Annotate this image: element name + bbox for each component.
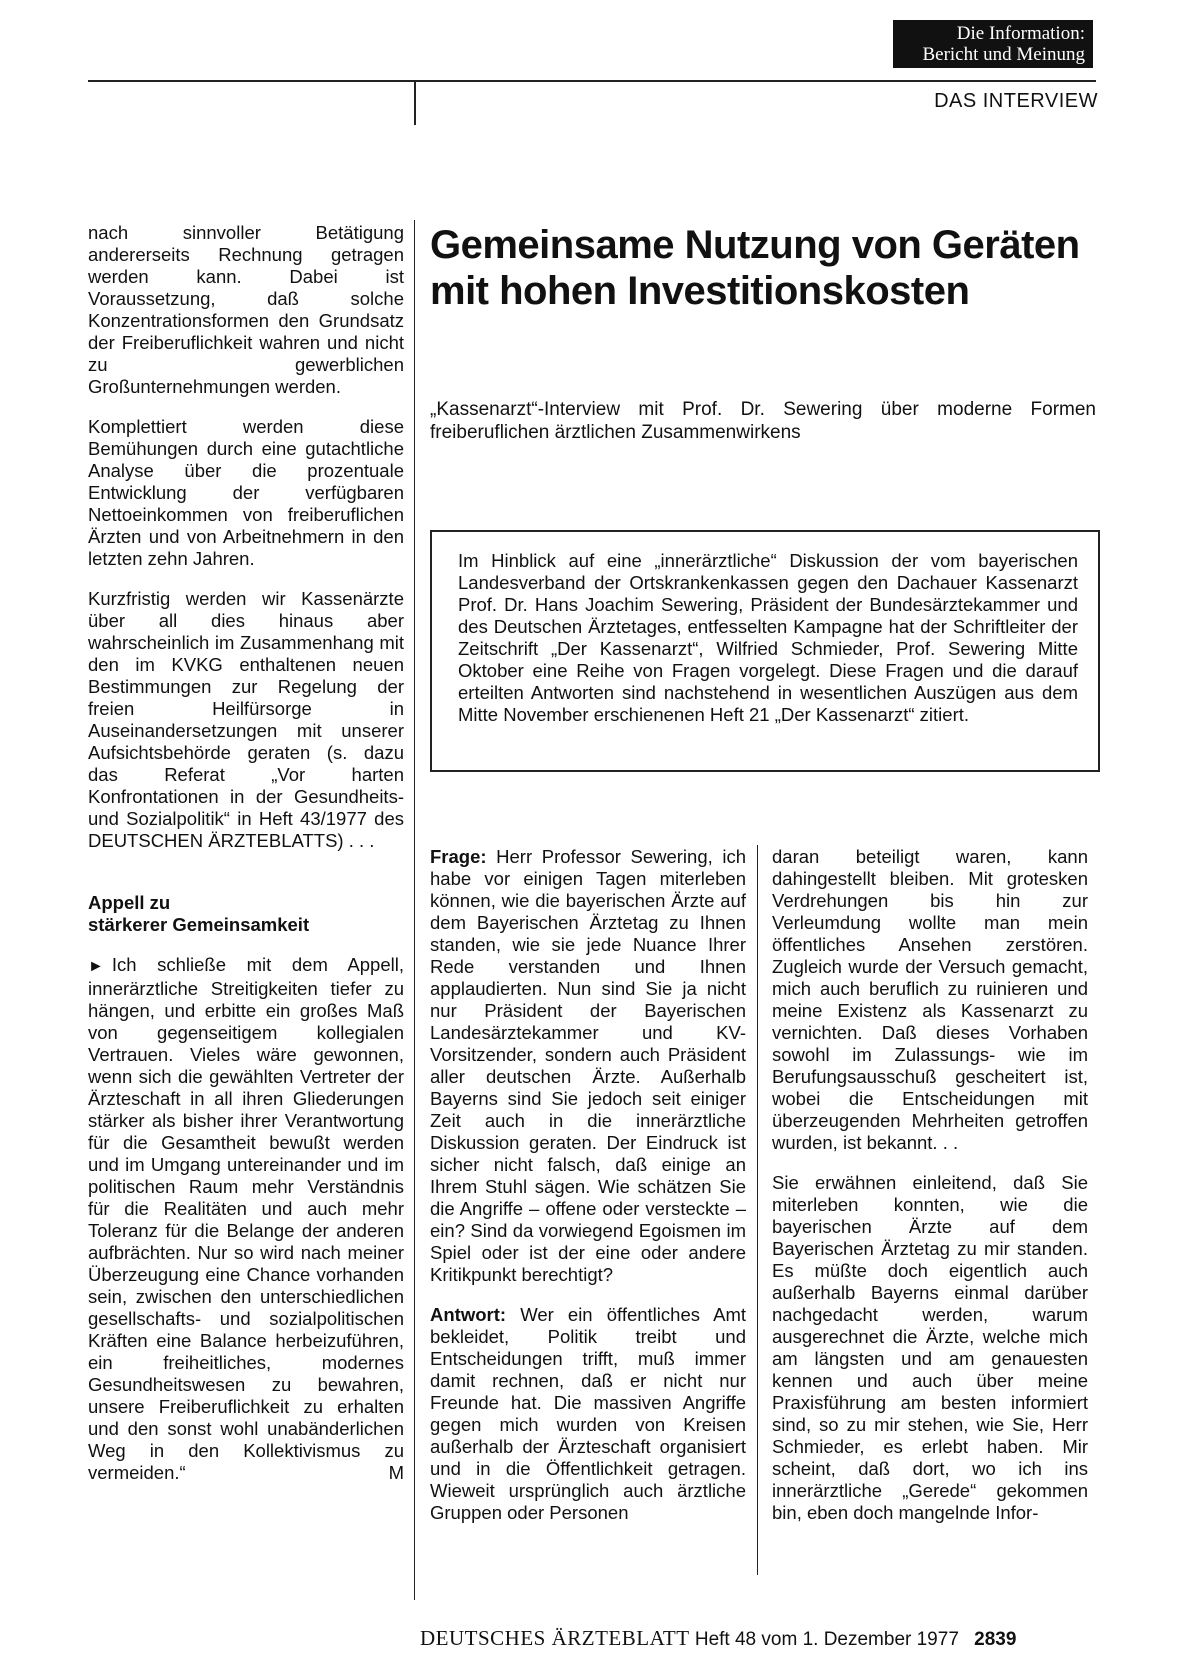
page-footer [420,1626,1100,1651]
header-rule [88,80,1096,82]
answer-label: Antwort: [430,1304,507,1325]
journal-name: DEUTSCHES ÄRZTEBLATT [420,1626,690,1650]
subheading [88,892,404,936]
column-divider-left [414,220,415,1600]
question-label: Frage: [430,846,487,867]
issue-info: Heft 48 vom 1. Dezember 1977 [694,1629,959,1650]
paragraph: Kurzfristig werden wir Kassenärzte über all dies hinaus aber wahrscheinlich im Zusammenhang mit den im KVKG enthaltenen neuen Bestimmungen zur Regelung der freien Heilfürsorge in Auseinandersetzungen mit unserer Aufsichtsbehörde geraten (s. dazu das Referat „Vor harten Konfrontationen in der Gesundheits- und Sozialpolitik“ in Heft 43/1977 des DEUTSCHEN ÄRZTEBLATTS) . . . [88,588,404,851]
subheading-line2: stärkerer Gemeinsamkeit [88,914,310,935]
intro-box [430,530,1100,772]
right-column [772,846,1088,1524]
paragraph: daran beteiligt waren, kann dahingestellt bleiben. Mit grotesken Verdrehungen bis hin zur Verleumdung wollte man mein öffentliches Ansehen zerstören. Zugleich wurde der Versuch gemacht, mich auch beruflich zu ruinieren und meine Existenz als Kassenarzt zu vernichten. Daß dieses Vorhaben sowohl im Zulassungs- wie im Berufungsausschuß gescheitert ist, wobei die Entscheidungen mit überzeugenden Mehrheiten getroffen wurden, ist bekannt. . . [772,846,1088,1153]
answer-paragraph [430,1304,746,1524]
section-label-line1: Die Information: [956,23,1085,44]
header-divider [414,80,416,125]
arrow-marker-icon: ► [88,958,104,975]
kicker: DAS INTERVIEW [934,90,1098,112]
closing-text: Ich schließe mit dem Appell, innerärztliche Streitigkeiten tiefer zu hängen, und erbitte ein großes Maß von gegenseitigem kollegialen Vertrauen. Vieles wäre gewonnen, wenn sich die gewählten Vertreter der Ärzteschaft in all ihren Gliederungen stärker als bisher ihrer Verantwortung für die Gesamtheit bewußt werden und im Umgang untereinander und im politischen Raum mehr Verständnis für die Realitäten und auch mehr Toleranz für die Belange der anderen aufbrächten. Nur so wird nach meiner Überzeugung eine Chance vorhanden sein, zwischen den unterschiedlichen gesellschafts- und sozialpolitischen Kräften eine Balance herbeizuführen, ein freiheitliches, modernes Gesundheitswesen zu bewahren, unsere Freiberuflichkeit zu erhalten und den sonst wohl unabänderlichen Weg in den Kollektivismus zu vermeiden.“ [88,954,404,1483]
paragraph: nach sinnvoller Betätigung andererseits Rechnung getragen werden kann. Dabei ist Voraussetzung, daß solche Konzentrationsformen den Grundsatz der Freiberuflichkeit wahren und nicht zu gewerblichen Großunternehmungen werden. [88,222,404,397]
closing-paragraph [88,954,404,1484]
paragraph: Komplettiert werden diese Bemühungen durch eine gutachtliche Analyse über die prozentuale Entwicklung der verfügbaren Nettoeinkommen von freiberuflichen Ärzten und von Arbeitnehmern in den letzten zehn Jahren. [88,416,404,569]
column-divider-right [757,845,758,1575]
question-paragraph [430,846,746,1286]
article-subtitle: „Kassenarzt“-Interview mit Prof. Dr. Sewering über moderne Formen freiberuflichen ärztlichen Zusammenwirkens [430,399,1096,443]
article-title: Gemeinsame Nutzung von Geräten mit hohen Investitionskosten [430,223,1080,313]
left-column [88,222,404,1484]
author-signature: M [388,1462,404,1483]
question-text: Herr Professor Sewering, ich habe vor einigen Tagen miterleben können, wie die bayerischen Ärzte auf dem Bayerischen Ärztetag zu Ihnen standen, wie sie jede Nuance Ihrer Rede verstanden und Ihnen applaudierten. Nun sind Sie ja nicht nur Präsident der Bayerischen Landesärztekammer und KV-Vorsitzender, sondern auch Präsident aller deutschen Ärzte. Außerhalb Bayerns sind Sie jedoch seit einiger Zeit auch in die innerärztliche Diskussion geraten. Der Eindruck ist sicher nicht falsch, daß einige an Ihrem Stuhl sägen. Wie schätzen Sie die Angriffe – offene oder versteckte – ein? Sind da vorwiegend Egoismen im Spiel oder ist der eine oder andere Kritikpunkt berechtigt? [430,846,746,1285]
section-label [893,20,1093,68]
page-number: 2839 [974,1629,1017,1650]
intro-text: Im Hinblick auf eine „innerärztliche“ Diskussion der vom bayerischen Landesverband der Ortskrankenkassen gegen den Dachauer Kassenarzt Prof. Dr. Hans Joachim Sewering, Präsident der Bundesärztekammer und des Deutschen Ärztetages, entfesselten Kampagne hat der Schriftleiter der Zeitschrift „Der Kassenarzt“, Wilfried Schmieder, Prof. Sewering Mitte Oktober eine Reihe von Fragen vorgelegt. Diese Fragen und die darauf erteilten Antworten sind nachstehend in wesentlichen Auszügen aus dem Mitte November erschienenen Heft 21 „Der Kassenarzt“ zitiert. [458,550,1078,725]
middle-column [430,846,746,1524]
subheading-line1: Appell zu [88,892,171,913]
answer-text: Wer ein öffentliches Amt bekleidet, Politik treibt und Entscheidungen trifft, muß immer damit rechnen, daß er nicht nur Freunde hat. Die massiven Angriffe gegen mich wurden von Kreisen außerhalb der Ärzteschaft organisiert und in die Öffentlichkeit getragen. Wieweit ursprünglich auch ärztliche Gruppen oder Personen [430,1304,746,1523]
paragraph: Sie erwähnen einleitend, daß Sie miterleben konnten, wie die bayerischen Ärzte auf dem Bayerischen Ärztetag zu mir standen. Es müßte doch eigentlich auch außerhalb Bayerns einmal darüber nachgedacht werden, warum ausgerechnet die Ärzte, welche mich am längsten und am genauesten kennen und auch über meine Praxisführung am besten informiert sind, so zu mir stehen, wie Sie, Herr Schmieder, es erlebt haben. Mir scheint, daß dort, wo ich ins innerärztliche „Gerede“ gekommen bin, eben doch mangelnde Infor- [772,1172,1088,1523]
section-label-line2: Bericht und Meinung [922,44,1085,65]
